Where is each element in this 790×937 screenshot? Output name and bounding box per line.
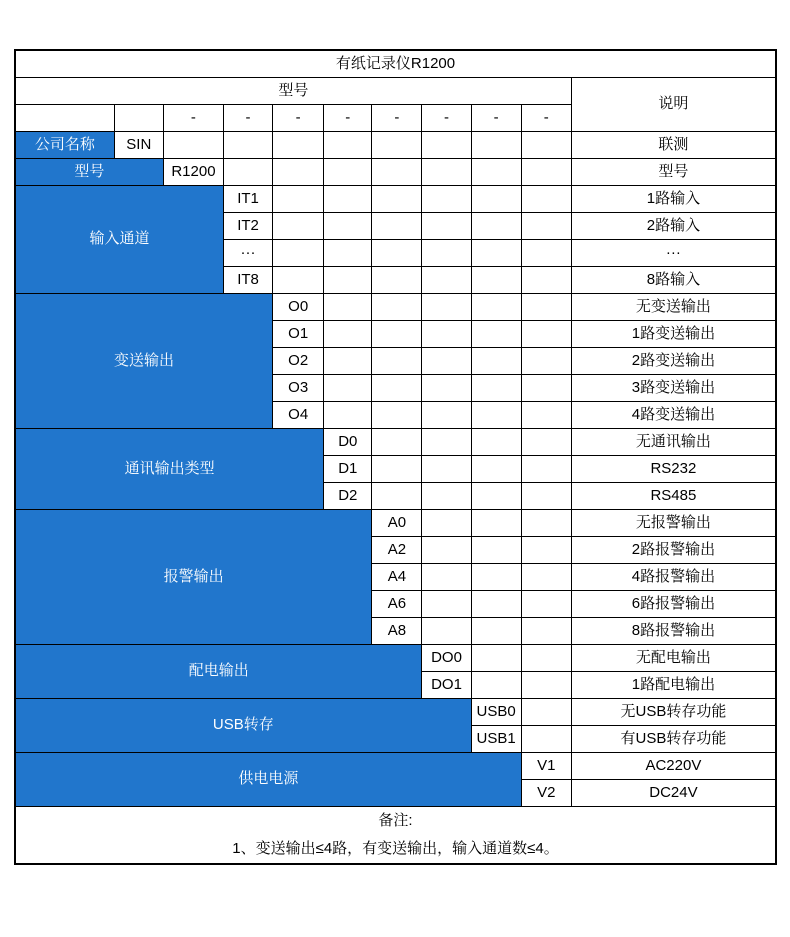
desc-cell: RS232 xyxy=(571,456,776,483)
notes xyxy=(15,807,776,865)
desc-cell: 6路报警输出 xyxy=(571,591,776,618)
desc-cell: 8路报警输出 xyxy=(571,618,776,645)
empty-cell xyxy=(471,267,521,294)
empty-cell xyxy=(471,429,521,456)
empty-cell xyxy=(521,564,571,591)
empty-cell xyxy=(521,213,571,240)
empty-cell xyxy=(471,240,521,267)
empty-cell xyxy=(372,240,422,267)
empty-cell xyxy=(521,537,571,564)
desc-cell: 4路变送输出 xyxy=(571,402,776,429)
empty-cell xyxy=(273,240,324,267)
empty-cell xyxy=(324,132,372,159)
empty-cell xyxy=(521,402,571,429)
desc-cell: 3路变送输出 xyxy=(571,375,776,402)
desc-cell: 1路配电输出 xyxy=(571,672,776,699)
desc-cell: AC220V xyxy=(571,753,776,780)
category-cell-input-channels: 输入通道 xyxy=(15,186,224,294)
code-cell: O0 xyxy=(273,294,324,321)
table-row xyxy=(15,186,776,213)
empty-cell xyxy=(422,618,471,645)
empty-cell xyxy=(422,456,471,483)
dash-cell: - xyxy=(372,105,422,132)
empty-cell xyxy=(372,456,422,483)
desc-cell: 无配电输出 xyxy=(571,645,776,672)
desc-cell: 有USB转存功能 xyxy=(571,726,776,753)
code-cell: V2 xyxy=(521,780,571,807)
desc-header: 说明 xyxy=(571,78,776,132)
empty-cell xyxy=(324,186,372,213)
desc-cell: 型号 xyxy=(571,159,776,186)
desc-cell: 无USB转存功能 xyxy=(571,699,776,726)
category-cell-company-name: 公司名称 xyxy=(15,132,114,159)
empty-cell xyxy=(372,294,422,321)
empty-cell xyxy=(372,132,422,159)
notes-title: 备注: xyxy=(378,812,413,829)
desc-cell: 1路输入 xyxy=(571,186,776,213)
empty-cell xyxy=(422,510,471,537)
empty-cell xyxy=(521,726,571,753)
code-cell: R1200 xyxy=(163,159,223,186)
desc-cell: 2路输入 xyxy=(571,213,776,240)
empty-cell xyxy=(471,375,521,402)
code-cell: DO0 xyxy=(422,645,471,672)
empty-cell xyxy=(273,159,324,186)
empty-cell xyxy=(521,321,571,348)
desc-cell: RS485 xyxy=(571,483,776,510)
code-cell: IT1 xyxy=(224,186,273,213)
empty-cell xyxy=(372,483,422,510)
code-cell: A2 xyxy=(372,537,422,564)
category-cell-model: 型号 xyxy=(15,159,163,186)
empty-cell xyxy=(372,402,422,429)
empty-cell xyxy=(422,321,471,348)
table-row xyxy=(15,753,776,780)
code-cell: A4 xyxy=(372,564,422,591)
dash-cell: - xyxy=(273,105,324,132)
empty-cell xyxy=(471,483,521,510)
desc-cell: 1路变送输出 xyxy=(571,321,776,348)
empty-cell xyxy=(324,213,372,240)
code-cell: DO1 xyxy=(422,672,471,699)
code-cell: A0 xyxy=(372,510,422,537)
desc-cell: 无通讯输出 xyxy=(571,429,776,456)
header-row xyxy=(15,78,776,105)
empty-cell xyxy=(471,321,521,348)
empty-cell xyxy=(324,159,372,186)
empty-cell xyxy=(324,294,372,321)
empty-cell xyxy=(422,591,471,618)
model-header: 型号 xyxy=(15,78,571,105)
empty-cell xyxy=(324,402,372,429)
notes-line-1: 1、变送输出≤4路，有变送输出，输入通道数≤4。 xyxy=(232,840,559,857)
empty-cell xyxy=(224,159,273,186)
empty-cell xyxy=(471,132,521,159)
empty-cell xyxy=(422,240,471,267)
empty-cell xyxy=(471,672,521,699)
empty-cell xyxy=(324,348,372,375)
empty-cell xyxy=(521,483,571,510)
empty-cell xyxy=(521,294,571,321)
empty-cell xyxy=(471,537,521,564)
code-cell: SIN xyxy=(114,132,163,159)
desc-cell: 2路报警输出 xyxy=(571,537,776,564)
category-cell-usb-transfer: USB转存 xyxy=(15,699,471,753)
code-cell: D2 xyxy=(324,483,372,510)
empty-cell xyxy=(224,132,273,159)
empty-cell xyxy=(521,510,571,537)
category-cell-comm-output-type: 通讯输出类型 xyxy=(15,429,324,510)
empty-cell xyxy=(15,105,114,132)
table-row xyxy=(15,645,776,672)
dash-cell: - xyxy=(324,105,372,132)
code-cell: A6 xyxy=(372,591,422,618)
empty-cell xyxy=(471,645,521,672)
empty-cell xyxy=(372,267,422,294)
code-cell: O4 xyxy=(273,402,324,429)
code-cell: D0 xyxy=(324,429,372,456)
empty-cell xyxy=(372,321,422,348)
dash-cell: - xyxy=(224,105,273,132)
empty-cell xyxy=(273,267,324,294)
empty-cell xyxy=(471,294,521,321)
title-row xyxy=(15,50,776,78)
empty-cell xyxy=(471,564,521,591)
empty-cell xyxy=(422,564,471,591)
empty-cell xyxy=(324,267,372,294)
empty-cell xyxy=(422,375,471,402)
empty-cell xyxy=(163,132,223,159)
dash-cell: - xyxy=(422,105,471,132)
code-cell: ··· xyxy=(224,240,273,267)
desc-cell: 无变送输出 xyxy=(571,294,776,321)
empty-cell xyxy=(422,186,471,213)
code-cell: IT8 xyxy=(224,267,273,294)
category-cell-transmit-output: 变送输出 xyxy=(15,294,273,429)
empty-cell xyxy=(521,645,571,672)
empty-cell xyxy=(324,375,372,402)
empty-cell xyxy=(273,213,324,240)
code-cell: USB1 xyxy=(471,726,521,753)
category-cell-power-supply: 供电电源 xyxy=(15,753,521,807)
empty-cell xyxy=(273,186,324,213)
empty-cell xyxy=(521,618,571,645)
empty-cell xyxy=(372,213,422,240)
empty-cell xyxy=(372,375,422,402)
category-cell-alarm-output: 报警输出 xyxy=(15,510,372,645)
empty-cell xyxy=(471,348,521,375)
table-title: 有纸记录仪R1200 xyxy=(15,50,776,78)
empty-cell xyxy=(422,429,471,456)
table-row xyxy=(15,294,776,321)
empty-cell xyxy=(521,375,571,402)
empty-cell xyxy=(422,483,471,510)
empty-cell xyxy=(521,132,571,159)
empty-cell xyxy=(422,132,471,159)
dash-cell: - xyxy=(521,105,571,132)
empty-cell xyxy=(422,348,471,375)
empty-cell xyxy=(422,402,471,429)
empty-cell xyxy=(521,672,571,699)
empty-cell xyxy=(422,213,471,240)
empty-cell xyxy=(521,267,571,294)
dash-cell: - xyxy=(471,105,521,132)
table-row xyxy=(15,159,776,186)
empty-cell xyxy=(372,159,422,186)
empty-cell xyxy=(422,294,471,321)
empty-cell xyxy=(114,105,163,132)
empty-cell xyxy=(471,591,521,618)
desc-cell: ··· xyxy=(571,240,776,267)
empty-cell xyxy=(324,240,372,267)
empty-cell xyxy=(324,321,372,348)
code-cell: V1 xyxy=(521,753,571,780)
empty-cell xyxy=(521,429,571,456)
empty-cell xyxy=(471,159,521,186)
desc-cell: 联测 xyxy=(571,132,776,159)
empty-cell xyxy=(471,186,521,213)
table-row xyxy=(15,510,776,537)
category-cell-power-dist-output: 配电输出 xyxy=(15,645,422,699)
code-cell: O1 xyxy=(273,321,324,348)
empty-cell xyxy=(422,537,471,564)
code-cell: O3 xyxy=(273,375,324,402)
desc-cell: 4路报警输出 xyxy=(571,564,776,591)
code-cell: IT2 xyxy=(224,213,273,240)
empty-cell xyxy=(521,186,571,213)
empty-cell xyxy=(521,591,571,618)
empty-cell xyxy=(471,618,521,645)
empty-cell xyxy=(372,348,422,375)
empty-cell xyxy=(422,159,471,186)
empty-cell xyxy=(471,510,521,537)
notes-row xyxy=(15,807,776,865)
empty-cell xyxy=(521,159,571,186)
empty-cell xyxy=(372,186,422,213)
empty-cell xyxy=(372,429,422,456)
desc-cell: DC24V xyxy=(571,780,776,807)
code-cell: O2 xyxy=(273,348,324,375)
table-row xyxy=(15,429,776,456)
empty-cell xyxy=(521,240,571,267)
empty-cell xyxy=(521,699,571,726)
empty-cell xyxy=(471,402,521,429)
empty-cell xyxy=(273,132,324,159)
desc-cell: 无报警输出 xyxy=(571,510,776,537)
dash-cell: - xyxy=(163,105,223,132)
code-cell: USB0 xyxy=(471,699,521,726)
empty-cell xyxy=(471,213,521,240)
desc-cell: 8路输入 xyxy=(571,267,776,294)
table-row xyxy=(15,132,776,159)
code-cell: A8 xyxy=(372,618,422,645)
empty-cell xyxy=(521,348,571,375)
empty-cell xyxy=(422,267,471,294)
empty-cell xyxy=(471,456,521,483)
model-selection-table xyxy=(14,49,777,865)
code-cell: D1 xyxy=(324,456,372,483)
desc-cell: 2路变送输出 xyxy=(571,348,776,375)
table-row xyxy=(15,699,776,726)
empty-cell xyxy=(521,456,571,483)
